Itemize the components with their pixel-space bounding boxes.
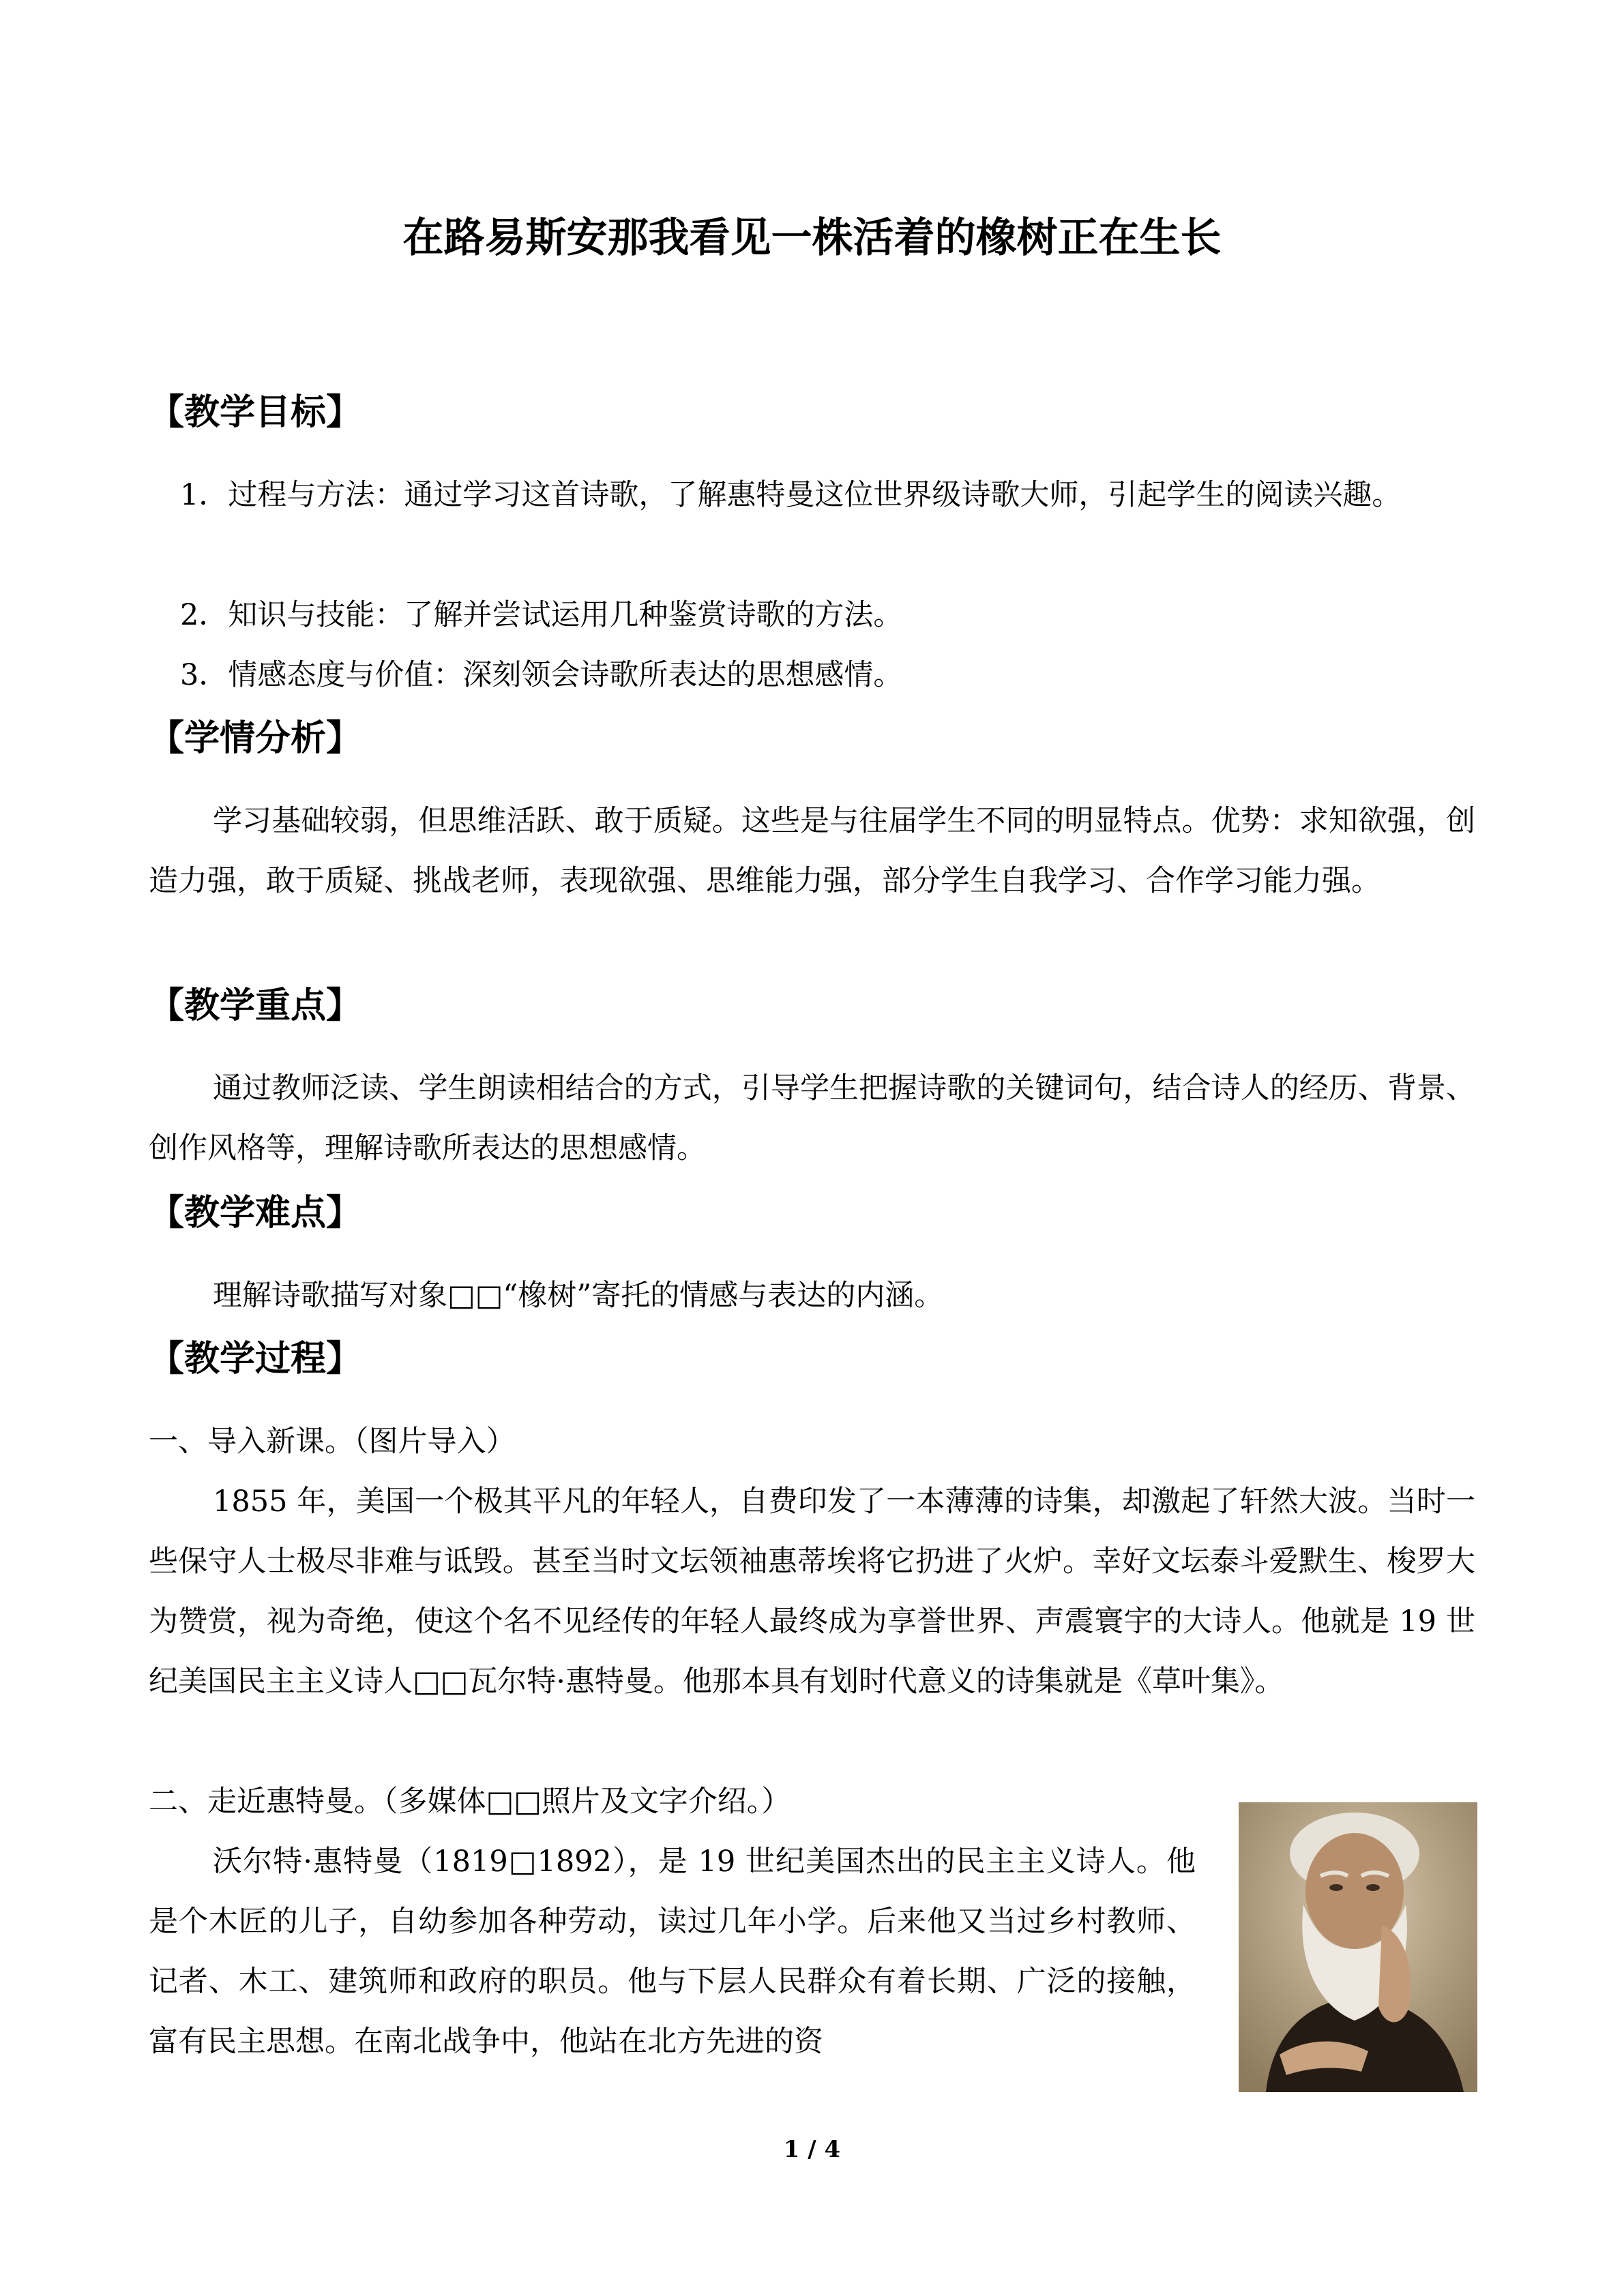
section-heading-key-points: 【教学重点】 bbox=[149, 985, 362, 1026]
difficulties-paragraph: 理解诗歌描写对象□□“橡树”寄托的情感与表达的内涵。 bbox=[213, 1279, 944, 1313]
section-heading-process: 【教学过程】 bbox=[149, 1339, 362, 1380]
process-step-1-paragraph: 1855 年，美国一个极其平凡的年轻人，自费印发了一本薄薄的诗集，却激起了轩然大波。当时一些保守人士极尽非难与诋毁。甚至当时文坛领袖惠蒂埃将它扔进了火炉。幸好文坛泰斗爱默生、梭罗大为赞赏，视为奇绝，使这个名不见经传的年轻人最终成为享誉世界、声震寰宇的大诗人。他就是 19 世纪美国民主主义诗人□□瓦尔特·惠特曼。他那本具有划时代意义的诗集就是《草叶集》。 bbox=[149, 1485, 1475, 1699]
page-number: 1 / 4 bbox=[783, 2136, 841, 2163]
section-heading-analysis: 【学情分析】 bbox=[149, 718, 362, 759]
goal-item-3: 3．情感态度与价值：深刻领会诗歌所表达的思想感情。 bbox=[180, 658, 903, 692]
key-points-paragraph: 通过教师泛读、学生朗读相结合的方式，引导学生把握诗歌的关键词句，结合诗人的经历、背景、创作风格等，理解诗歌所表达的思想感情。 bbox=[149, 1071, 1475, 1165]
goal-item-1: 1．过程与方法：通过学习这首诗歌，了解惠特曼这位世界级诗歌大师，引起学生的阅读兴趣。 bbox=[180, 478, 1402, 512]
analysis-paragraph: 学习基础较弱，但思维活跃、敢于质疑。这些是与往届学生不同的明显特点。优势：求知欲强，创造力强，敢于质疑、挑战老师，表现欲强、思维能力强，部分学生自我学习、合作学习能力强。 bbox=[149, 804, 1475, 898]
process-step-2-paragraph: 沃尔特·惠特曼（1819□1892），是 19 世纪美国杰出的民主主义诗人。他是个木匠的儿子，自幼参加各种劳动，读过几年小学。后来他又当过乡村教师、记者、木工、建筑师和政府的职员。他与下层人民群众有着长期、广泛的接触，富有民主思想。在南北战争中，他站在北方先进的资 bbox=[149, 1845, 1196, 2059]
section-heading-goals: 【教学目标】 bbox=[149, 392, 362, 433]
process-step-1-title: 一、导入新课。（图片导入） bbox=[149, 1425, 516, 1459]
goal-item-2: 2．知识与技能：了解并尝试运用几种鉴赏诗歌的方法。 bbox=[180, 598, 903, 632]
document-title: 在路易斯安那我看见一株活着的橡树正在生长 bbox=[402, 214, 1222, 262]
process-step-2-title: 二、走近惠特曼。（多媒体□□照片及文字介绍。） bbox=[149, 1785, 791, 1819]
section-heading-difficulties: 【教学难点】 bbox=[149, 1193, 362, 1234]
whitman-portrait-image bbox=[1239, 1802, 1477, 2092]
